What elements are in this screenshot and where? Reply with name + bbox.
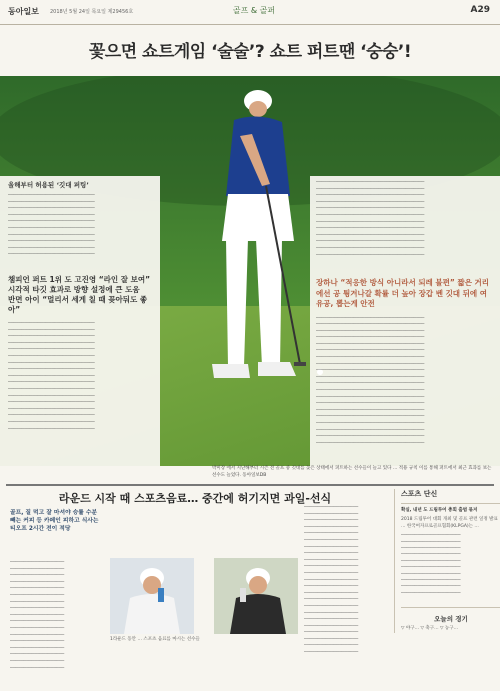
player-drinking-photo <box>110 558 194 634</box>
body-text-block: ──────────────────────────────── ──────────────────────────────── ──────────────────────────────── ──────────────────────────────── ──────────────────────────────── ──────────────────────────────── ──────────────────────────────── ──────────────────────────────── ──────────────────────────────── ──────────────────────────────── ──────────────────────────────── ──────────────────────────────── ──────────────────────────────── ──────────────────────────────── ──────────────────────────────── ──────────────────────────────── ──────────────────────────────── <box>8 321 95 432</box>
article-right-column <box>316 180 494 466</box>
body-text-block: ──────────────────────────────────────── ──────────────────────────────────────── ──────────────────────────────────────── ──────────────────────────────────────── ──────────────────────────────────────── ──────────────────────────────────────── ──────────────────────────────────────── ──────────────────────────────────────── ──────────────────────────────────────── ──────────────────────────────────────── ──────────────────────────────────────── ──────────────────────────────────────── ──────────────────────────────────────── ──────────────────────────────────────── ──────────────────────────────────────── ──────────────────────────────────────── ──────────────────────────────────────── ──────────────────────────────────────── ──────────────────────────────────────── ──────────────────────────────────────── <box>316 315 425 446</box>
section-2-headline: 라운드 시작 때 스포츠음료… 중간에 허기지면 과일-선식 <box>58 492 332 505</box>
sidebar-item-body: 2018 드림투어 대회 개최 및 골프 관련 일정 발표 … 한국여자프로골프협회(KLPGA)는 … <box>401 517 498 529</box>
article-left-column <box>8 180 157 441</box>
sports-briefs-sidebar <box>394 489 500 633</box>
sidebar-item-title: 확실, 내년 도 드림투어 총회 출범 묶저 <box>401 508 478 513</box>
page-header <box>0 0 500 25</box>
deck-2: 반면 아이 “멀리서 세게 칠 때 꽂아둬도 좋아” <box>8 295 148 314</box>
body-text-block: ──────────────────────────────── ──────────────────────────────── ──────────────────────────────── ──────────────────────────────── ──────────────────────────────── ──────────────────────────────── ──────────────────────────────── ──────────────────────────────── ──────────────────────────────── ──────────────────────────────── <box>8 193 95 258</box>
sidebar-rule <box>401 503 500 504</box>
section-name: 골프 & 골퍼 <box>232 6 276 15</box>
pull-quote: 장하나 “적응한 방식 아니라서 되레 불편” 짧은 거리에선 공 튕겨나갈 확률 더 높아 장갑 벤 깃대 뒤에 여유공, 뽑는게 안전 <box>316 278 490 308</box>
sidebar-second-title: 오늘의 경기 <box>434 615 468 624</box>
page-number: A29 <box>470 5 490 15</box>
inset-caption: 1라운드 동안 … 스포츠 음료를 마시는 선수들 <box>110 637 200 642</box>
section-divider <box>6 484 494 486</box>
body-text-block: ──────────────────── ──────────────────── ──────────────────── ──────────────────── ──────────────────── ──────────────────── ──────────────────── ──────────────────── ──────────────────── ──────────────────── ──────────────────── ──────────────────── ──────────────────── ──────────────────── ──────────────────── ──────────────────── ──────────────────── ──────────────────── ──────────────────── ──────────────────── ──────────────────── ──────────────────── ──────────────────── <box>304 505 359 656</box>
sidebar-title: 스포츠 단신 <box>401 490 438 498</box>
photo-caption: 박미장 에서 지난해부터 시즌 전 골프 중 깃대를 꽂은 상태에서 퍼트하는 선수들이 늘고 있다 … 적용 규칙 이를 통해 퍼트에서 최근 효과를 보는 선수도 늘었다. 동아일보DB <box>212 466 492 478</box>
deck-1: 챔피언 퍼트 1위 도 고진영 “라인 잘 보여” 시각적 타깃 효과로 방향 설정에 큰 도움 <box>8 275 151 294</box>
sidebar-rule <box>401 607 500 608</box>
subhead: 올해부터 허용된 ‘깃대 퍼팅’ <box>8 181 89 189</box>
body-text-block: ──────────────────────────────────────── ──────────────────────────────────────── ──────────────────────────────────────── ──────────────────────────────────────── ──────────────────────────────────────── ──────────────────────────────────────── ──────────────────────────────────────── ──────────────────────────────────────── ──────────────────────────────────────── ──────────────────────────────────────── ──────────────────────────────────────── ──────────────────────────────────────── <box>316 180 425 258</box>
player-drinking-photo-2 <box>214 558 298 634</box>
body-text-block: ──────────────────── ──────────────────── ──────────────────── ──────────────────── ──────────────────── ──────────────────── ──────────────────── ──────────────────── ──────────────────── ──────────────────── ──────────────────── ──────────────────── ──────────────────── ──────────────────── ──────────────────── ──────────────────── ──────────────────── <box>10 560 65 671</box>
body-text-block: ────────────────────── ────────────────────── ────────────────────── ────────────────────── ────────────────────── ────────────────────── ────────────────────── ────────────────────── ────────────────────── ────────────────────── <box>401 533 461 596</box>
sidebar-notes: ▽ 야구… ▽ 축구… ▽ 농구… <box>401 626 459 632</box>
newspaper-logo: 동아일보 <box>8 7 39 16</box>
issue-date: 2018년 5월 24일 목요일 제29456호 <box>50 9 134 15</box>
section-2-lede: 골프, 질 먹고 잘 마셔야 승률 수분 빼는 커피 등 카페인 피하고 식사는 티오프 2시간 전이 적당 <box>10 510 99 533</box>
main-headline: 꽃으면 쇼트게임 ‘술술’? 쇼트 퍼트땐 ‘숭숭’! <box>88 42 412 62</box>
